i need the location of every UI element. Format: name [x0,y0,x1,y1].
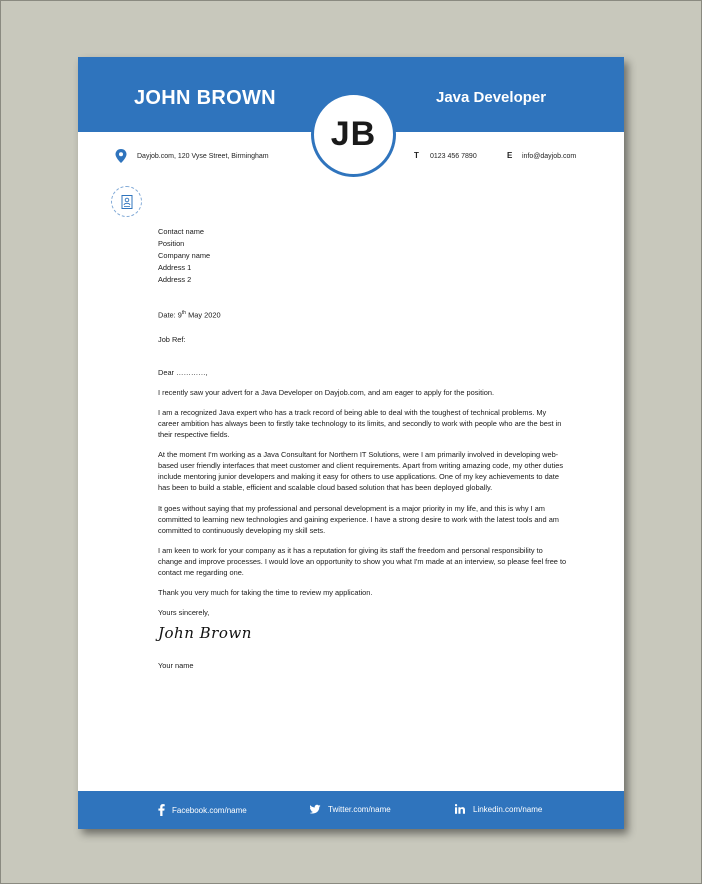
recipient-line: Position [158,239,185,248]
twitter-icon [310,804,321,814]
paragraph: At the moment I'm working as a Java Consultant for Northern IT Solutions, were I am primarily involved in developing web-based user friendly interfaces that meet customer and client requirements. Apart from writing amazing code, my other duties include mentoring junior developers and making it easy for others to use applications. One of my key achievements to date has been to build a stable, efficient and scalable cloud based solution that has been deployed globally. [158,450,564,493]
salutation: Dear …………, [158,367,208,377]
contact-phone: 0123 456 7890 [430,153,477,160]
closing: Yours sincerely, [158,608,210,618]
date-line: Date: 9th May 2020 [158,310,221,320]
linkedin-icon [455,804,466,814]
candidate-name: JOHN BROWN [134,87,276,109]
contact-address: Dayjob.com, 120 Vyse Street, Birmingham [137,153,269,160]
facebook-icon [158,804,165,816]
resume-document-icon [121,195,133,209]
monogram-text: JB [330,115,377,153]
paragraph: I am keen to work for your company as it has a reputation for giving its staff the freedom and personal responsibility to change and improve processes. I would love an opportunity to show you what I'm made at an interview, so please feel free to contact me regarding one. [158,545,567,577]
recipient-line: Company name [158,251,211,260]
job-ref: Job Ref: [158,334,186,344]
contact-email[interactable]: info@dayjob.com [522,153,577,160]
recipient-block [158,226,568,286]
facebook-link[interactable]: Facebook.com/name [158,804,247,816]
recipient-line: Address 2 [158,275,192,284]
document-badge [111,186,142,217]
footer-band [78,791,624,829]
phone-label: T [414,151,419,160]
paragraph: It goes without saying that my professional and personal development is a major priority in my life, and this is why I am committed to learning new technologies and gaining experience. I have a strong desire to work with the latest tools and am committed to continuously developing my skill sets. [158,503,559,535]
cover-letter-page [78,57,624,829]
linkedin-link[interactable]: Linkedin.com/name [455,804,542,814]
paragraph: I recently saw your advert for a Java Developer on Dayjob.com, and am eager to apply for the position. [158,387,495,397]
letter-body [158,226,568,671]
job-title: Java Developer [436,89,547,106]
recipient-line: Contact name [158,227,205,236]
signature: John Brown [158,624,252,643]
twitter-link[interactable]: Twitter.com/name [310,804,391,814]
email-label: E [507,151,513,160]
location-pin-icon [115,149,127,163]
paragraph: Thank you very much for taking the time to review my application. [158,588,373,598]
paragraph: I am a recognized Java expert who has a track record of being able to deal with the toughest of technical problems. My career ambition has always been to firstly take technology to its limits, and secondly to work with people who are the best in their respective fields. [158,407,562,440]
monogram-badge [311,92,396,177]
recipient-line: Address 1 [158,263,192,272]
your-name: Your name [158,661,194,671]
